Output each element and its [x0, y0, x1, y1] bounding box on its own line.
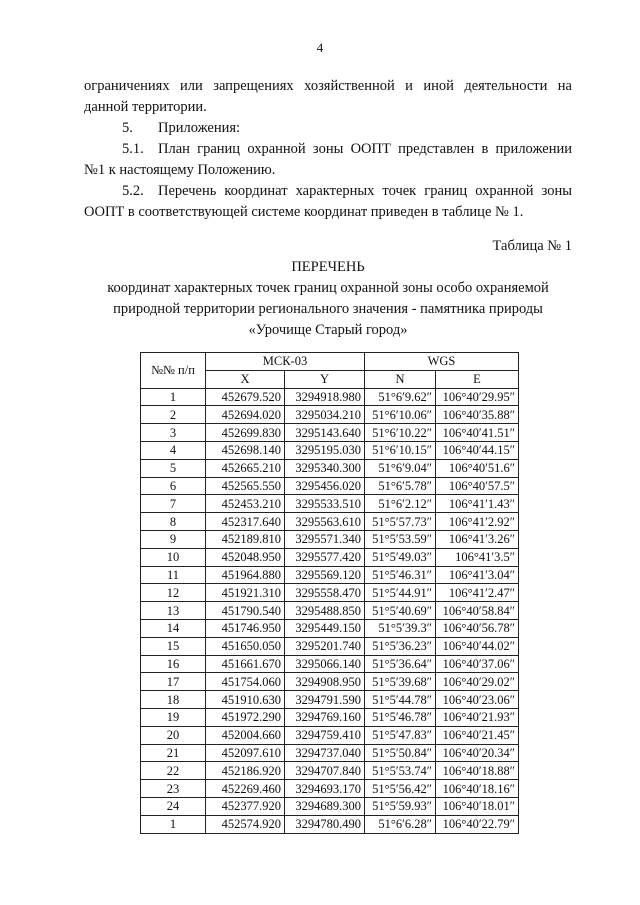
table-header-row — [141, 353, 519, 371]
cell-e: 106°40′20.34″ — [436, 744, 519, 762]
cell-number: 19 — [141, 708, 206, 726]
header-number: №№ п/п — [141, 353, 206, 389]
cell-y: 3295563.610 — [285, 513, 365, 531]
cell-x: 452377.920 — [206, 797, 285, 815]
paragraph-text: План границ охранной зоны ООПТ представлен в приложении — [158, 141, 572, 157]
cell-e: 106°40′18.01″ — [436, 797, 519, 815]
cell-x: 451910.630 — [206, 691, 285, 709]
cell-y: 3295066.140 — [285, 655, 365, 673]
cell-y: 3295143.640 — [285, 424, 365, 442]
table-row — [141, 424, 519, 442]
cell-x: 452565.550 — [206, 477, 285, 495]
table-body — [141, 388, 519, 833]
header-x: X — [206, 370, 285, 388]
table-row — [141, 815, 519, 833]
cell-x: 452004.660 — [206, 726, 285, 744]
cell-x: 451921.310 — [206, 584, 285, 602]
header-y: Y — [285, 370, 365, 388]
cell-x: 451972.290 — [206, 708, 285, 726]
table-row — [141, 762, 519, 780]
table-title-line2: координат характерных точек границ охранной зоны особо охраняемой — [107, 280, 549, 296]
cell-y: 3294689.300 — [285, 797, 365, 815]
table-row — [141, 584, 519, 602]
table-title-line4: «Урочище Старый город» — [248, 322, 408, 338]
table-row — [141, 406, 519, 424]
cell-number: 7 — [141, 495, 206, 513]
table-row — [141, 744, 519, 762]
cell-number: 20 — [141, 726, 206, 744]
cell-e: 106°40′21.45″ — [436, 726, 519, 744]
table-row — [141, 673, 519, 691]
cell-x: 452694.020 — [206, 406, 285, 424]
cell-y: 3294908.950 — [285, 673, 365, 691]
cell-x: 452186.920 — [206, 762, 285, 780]
table-row — [141, 513, 519, 531]
table-row — [141, 708, 519, 726]
cell-y: 3294769.160 — [285, 708, 365, 726]
cell-n: 51°5′39.68″ — [365, 673, 436, 691]
cell-n: 51°5′53.74″ — [365, 762, 436, 780]
cell-y: 3294759.410 — [285, 726, 365, 744]
cell-n: 51°6′9.62″ — [365, 388, 436, 406]
table-row — [141, 530, 519, 548]
cell-n: 51°6′5.78″ — [365, 477, 436, 495]
cell-x: 452453.210 — [206, 495, 285, 513]
cell-e: 106°40′44.02″ — [436, 637, 519, 655]
section-title: Приложения: — [158, 120, 241, 136]
cell-x: 451964.880 — [206, 566, 285, 584]
cell-e: 106°41′3.04″ — [436, 566, 519, 584]
cell-y: 3294918.980 — [285, 388, 365, 406]
section-number: 5.1. — [122, 141, 144, 157]
paragraph-restrictions-line1: ограничениях или запрещениях хозяйственной и иной деятельности на — [84, 78, 572, 94]
paragraph-text: Перечень координат характерных точек границ охранной зоны — [158, 183, 572, 199]
table-row — [141, 637, 519, 655]
cell-n: 51°5′46.31″ — [365, 566, 436, 584]
cell-n: 51°5′40.69″ — [365, 602, 436, 620]
cell-e: 106°40′56.78″ — [436, 619, 519, 637]
table-row — [141, 459, 519, 477]
cell-number: 1 — [141, 815, 206, 833]
cell-x: 452048.950 — [206, 548, 285, 566]
table-row — [141, 602, 519, 620]
section-number: 5.2. — [122, 183, 144, 199]
cell-n: 51°5′56.42″ — [365, 780, 436, 798]
cell-n: 51°6′10.22″ — [365, 424, 436, 442]
cell-n: 51°6′10.15″ — [365, 441, 436, 459]
cell-x: 452097.610 — [206, 744, 285, 762]
cell-n: 51°5′36.23″ — [365, 637, 436, 655]
cell-y: 3295569.120 — [285, 566, 365, 584]
cell-y: 3294791.590 — [285, 691, 365, 709]
paragraph-5-1-line1 — [84, 139, 572, 160]
cell-number: 1 — [141, 388, 206, 406]
cell-x: 451746.950 — [206, 619, 285, 637]
cell-e: 106°40′57.5″ — [436, 477, 519, 495]
cell-number: 18 — [141, 691, 206, 709]
cell-number: 6 — [141, 477, 206, 495]
table-row — [141, 566, 519, 584]
table-title-line1: ПЕРЕЧЕНЬ — [291, 259, 365, 275]
table-row — [141, 726, 519, 744]
cell-number: 15 — [141, 637, 206, 655]
cell-number: 16 — [141, 655, 206, 673]
cell-x: 452699.830 — [206, 424, 285, 442]
cell-e: 106°40′58.84″ — [436, 602, 519, 620]
cell-x: 451650.050 — [206, 637, 285, 655]
cell-e: 106°40′29.02″ — [436, 673, 519, 691]
section-number: 5. — [122, 120, 133, 136]
cell-n: 51°5′49.03″ — [365, 548, 436, 566]
cell-y: 3295533.510 — [285, 495, 365, 513]
header-e: E — [436, 370, 519, 388]
cell-y: 3295201.740 — [285, 637, 365, 655]
header-msk03: МСК-03 — [206, 353, 365, 371]
cell-number: 24 — [141, 797, 206, 815]
cell-e: 106°40′51.6″ — [436, 459, 519, 477]
table-row — [141, 495, 519, 513]
paragraph-restrictions-line2: данной территории. — [84, 99, 207, 115]
cell-n: 51°5′47.83″ — [365, 726, 436, 744]
cell-number: 4 — [141, 441, 206, 459]
cell-n: 51°6′10.06″ — [365, 406, 436, 424]
cell-number: 12 — [141, 584, 206, 602]
cell-y: 3295488.850 — [285, 602, 365, 620]
table-row — [141, 441, 519, 459]
table-row — [141, 780, 519, 798]
cell-e: 106°40′44.15″ — [436, 441, 519, 459]
cell-x: 451754.060 — [206, 673, 285, 691]
cell-e: 106°41′3.5″ — [436, 548, 519, 566]
cell-number: 21 — [141, 744, 206, 762]
cell-n: 51°5′44.78″ — [365, 691, 436, 709]
cell-number: 13 — [141, 602, 206, 620]
cell-number: 8 — [141, 513, 206, 531]
cell-e: 106°41′2.47″ — [436, 584, 519, 602]
cell-y: 3295340.300 — [285, 459, 365, 477]
cell-x: 451790.540 — [206, 602, 285, 620]
cell-number: 14 — [141, 619, 206, 637]
cell-x: 452665.210 — [206, 459, 285, 477]
cell-e: 106°40′41.51″ — [436, 424, 519, 442]
table-row — [141, 691, 519, 709]
table-row — [141, 797, 519, 815]
cell-n: 51°5′39.3″ — [365, 619, 436, 637]
cell-number: 9 — [141, 530, 206, 548]
coordinates-table — [140, 352, 519, 834]
cell-e: 106°40′37.06″ — [436, 655, 519, 673]
cell-x: 452679.520 — [206, 388, 285, 406]
cell-y: 3295195.030 — [285, 441, 365, 459]
cell-e: 106°40′23.06″ — [436, 691, 519, 709]
cell-n: 51°5′53.59″ — [365, 530, 436, 548]
cell-y: 3294737.040 — [285, 744, 365, 762]
cell-number: 5 — [141, 459, 206, 477]
cell-y: 3294693.170 — [285, 780, 365, 798]
cell-y: 3295034.210 — [285, 406, 365, 424]
cell-n: 51°5′44.91″ — [365, 584, 436, 602]
cell-number: 23 — [141, 780, 206, 798]
cell-y: 3295558.470 — [285, 584, 365, 602]
table-row — [141, 477, 519, 495]
paragraph-5-2-line2: ООПТ в соответствующей системе координат приведен в таблице № 1. — [84, 204, 524, 220]
cell-e: 106°40′18.88″ — [436, 762, 519, 780]
cell-number: 22 — [141, 762, 206, 780]
cell-x: 452574.920 — [206, 815, 285, 833]
cell-n: 51°6′9.04″ — [365, 459, 436, 477]
cell-n: 51°6′6.28″ — [365, 815, 436, 833]
table-row — [141, 655, 519, 673]
table-row — [141, 388, 519, 406]
paragraph-5-2-line1 — [84, 181, 572, 202]
table-title-line3: природной территории регионального значения - памятника природы — [113, 301, 543, 317]
table-label: Таблица № 1 — [492, 238, 572, 254]
cell-y: 3295449.150 — [285, 619, 365, 637]
cell-n: 51°5′46.78″ — [365, 708, 436, 726]
cell-e: 106°40′22.79″ — [436, 815, 519, 833]
table-row — [141, 548, 519, 566]
cell-y: 3295456.020 — [285, 477, 365, 495]
cell-n: 51°6′2.12″ — [365, 495, 436, 513]
section-5-heading — [84, 118, 572, 139]
table-row — [141, 619, 519, 637]
cell-n: 51°5′59.93″ — [365, 797, 436, 815]
cell-x: 452269.460 — [206, 780, 285, 798]
cell-e: 106°40′18.16″ — [436, 780, 519, 798]
cell-e: 106°41′2.92″ — [436, 513, 519, 531]
header-n: N — [365, 370, 436, 388]
cell-number: 11 — [141, 566, 206, 584]
cell-e: 106°40′35.88″ — [436, 406, 519, 424]
page-number: 4 — [316, 40, 324, 55]
cell-e: 106°41′3.26″ — [436, 530, 519, 548]
cell-number: 10 — [141, 548, 206, 566]
cell-number: 17 — [141, 673, 206, 691]
cell-x: 452189.810 — [206, 530, 285, 548]
paragraph-5-1-line2: №1 к настоящему Положению. — [84, 162, 276, 178]
cell-y: 3295571.340 — [285, 530, 365, 548]
cell-x: 452317.640 — [206, 513, 285, 531]
cell-y: 3294780.490 — [285, 815, 365, 833]
header-wgs: WGS — [365, 353, 519, 371]
cell-n: 51°5′36.64″ — [365, 655, 436, 673]
cell-x: 452698.140 — [206, 441, 285, 459]
cell-x: 451661.670 — [206, 655, 285, 673]
cell-y: 3295577.420 — [285, 548, 365, 566]
cell-n: 51°5′50.84″ — [365, 744, 436, 762]
cell-number: 2 — [141, 406, 206, 424]
cell-e: 106°40′21.93″ — [436, 708, 519, 726]
cell-number: 3 — [141, 424, 206, 442]
cell-e: 106°41′1.43″ — [436, 495, 519, 513]
cell-y: 3294707.840 — [285, 762, 365, 780]
cell-n: 51°5′57.73″ — [365, 513, 436, 531]
cell-e: 106°40′29.95″ — [436, 388, 519, 406]
